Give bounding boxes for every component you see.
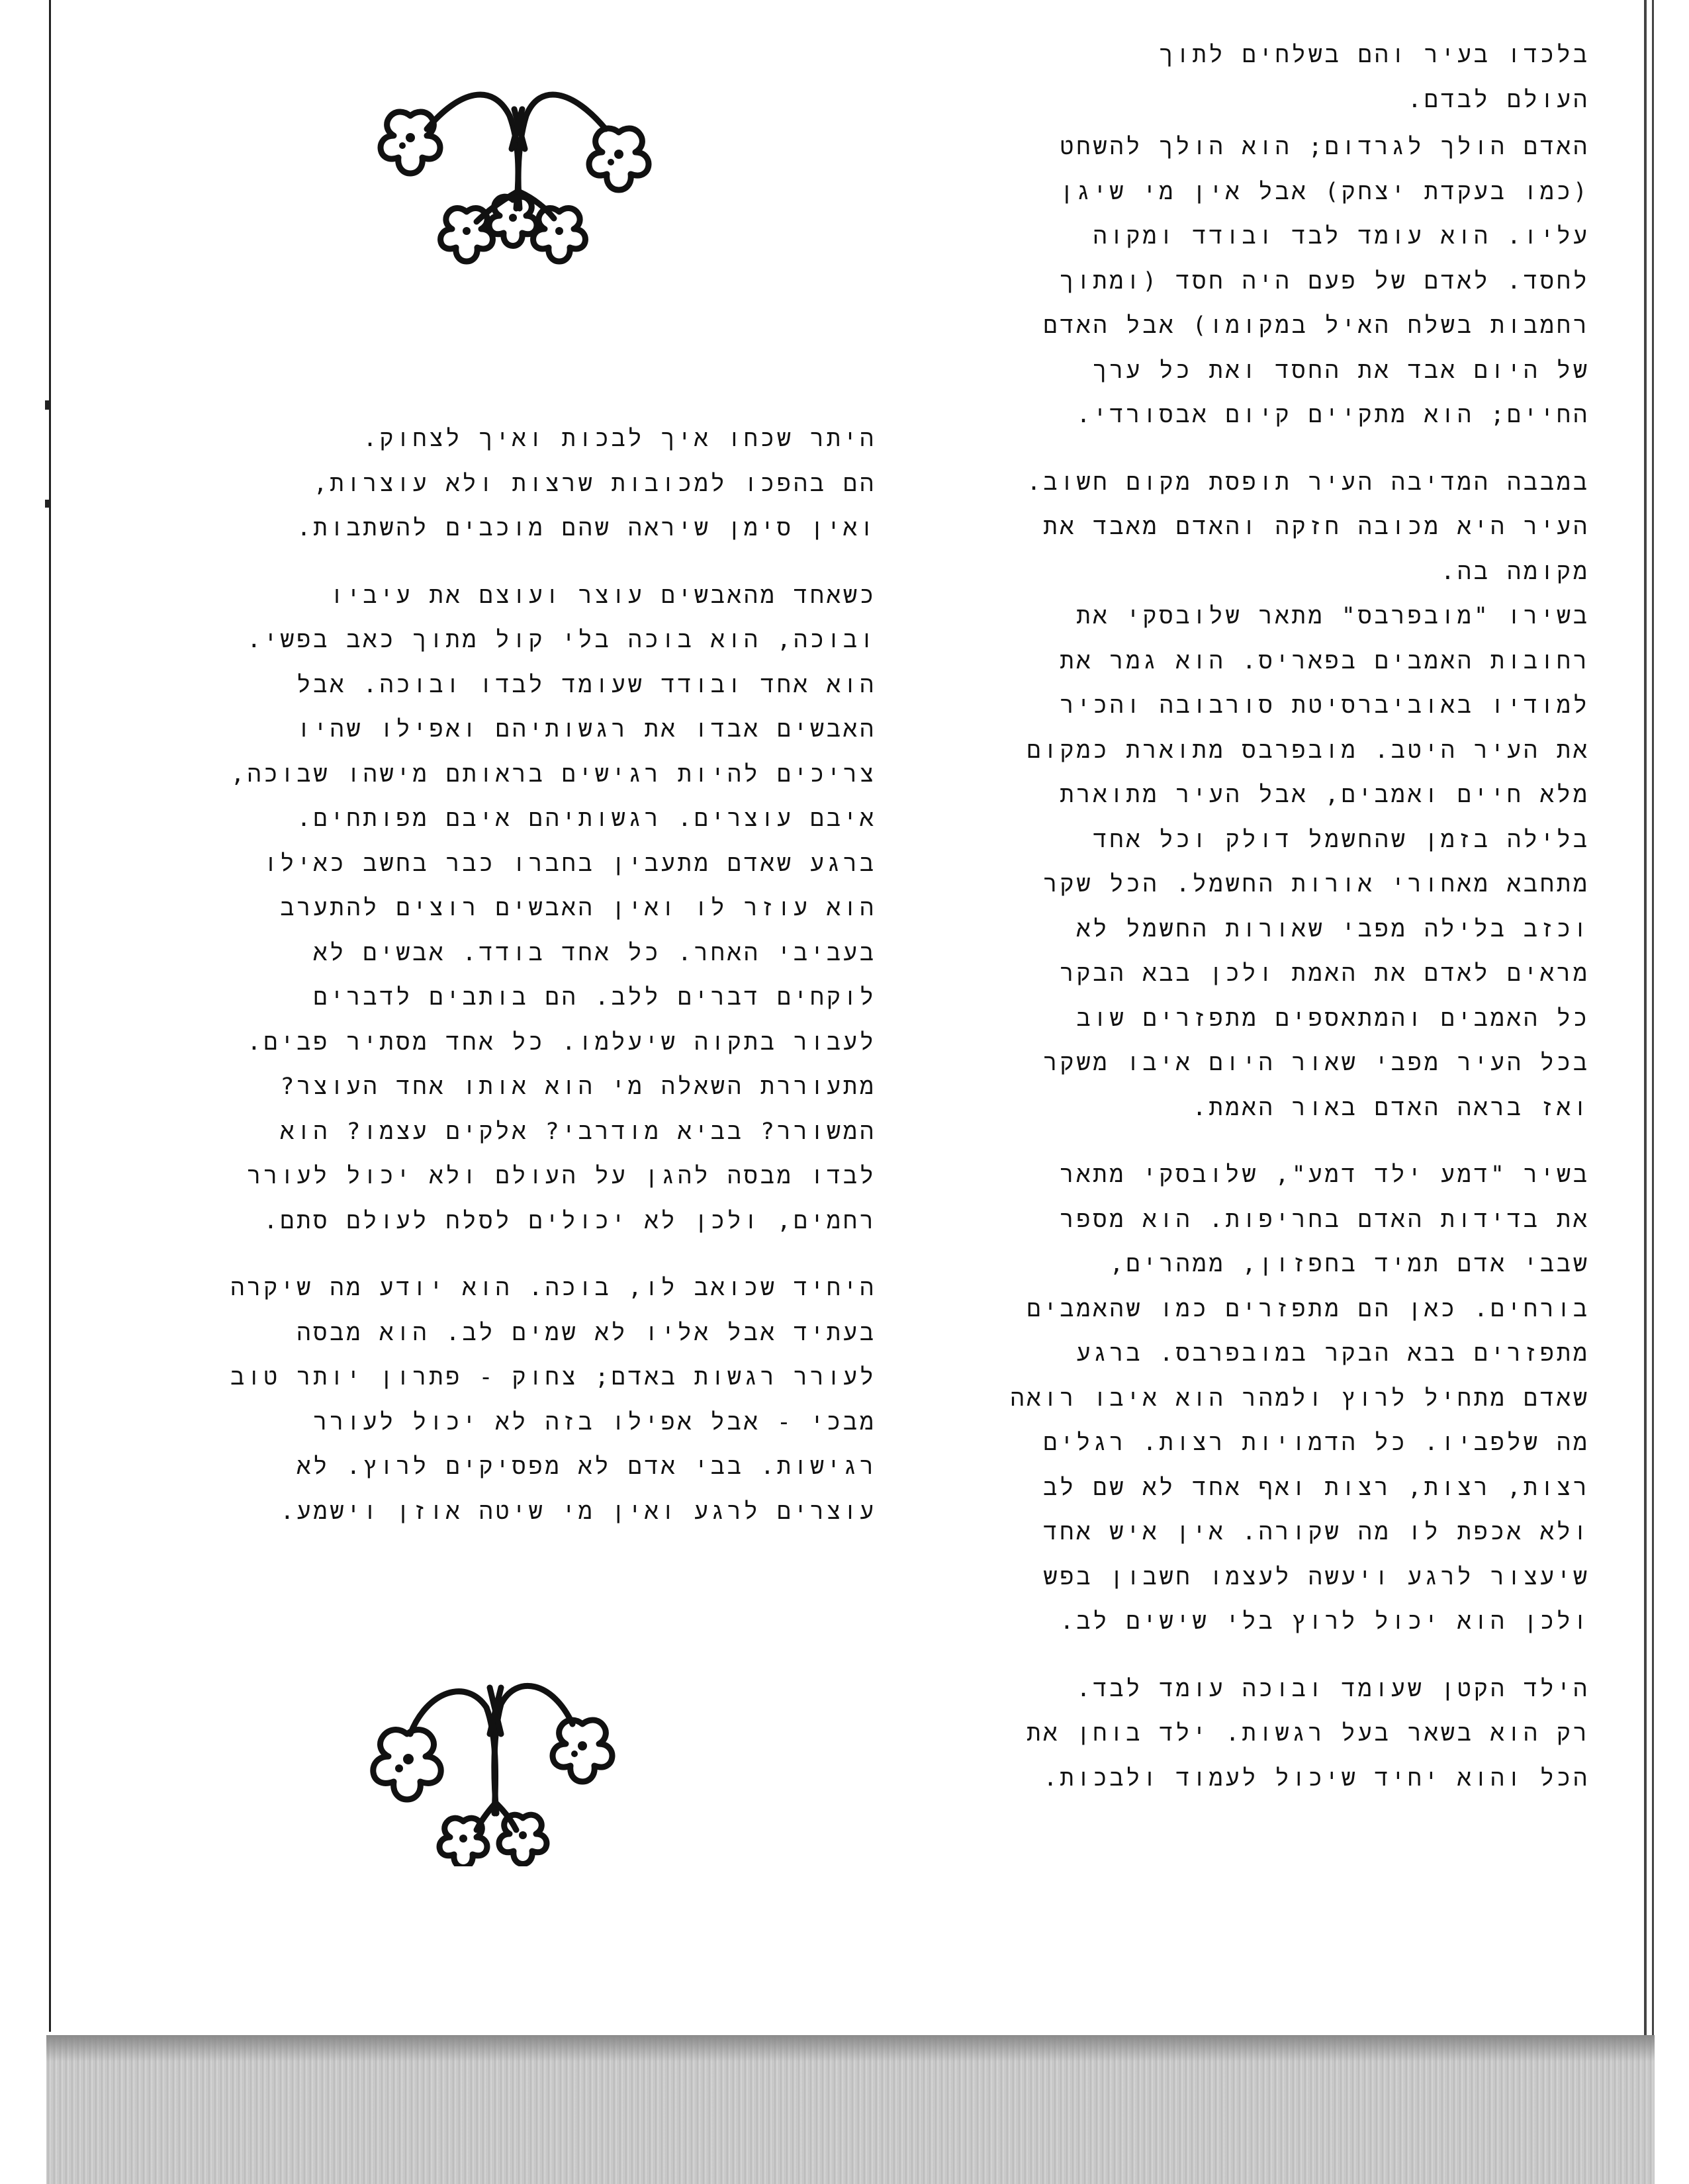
text-line: עוצרים לרגע ואין מי שיטה אוזן וישמע. (280, 1498, 876, 1525)
text-line: לחסד. לאדם של פעם היה חסד (ומתוך (1060, 267, 1590, 295)
text-line: העיר היא מכובה חזקה והאדם מאבד את (1043, 514, 1590, 540)
page-edge-line (1652, 0, 1654, 2045)
paragraph (802, 125, 1590, 438)
text-line: רק הוא בשאר בעל רגשות. ילד בוחן את (1027, 1720, 1590, 1747)
text-line: רחמבות בשלח האיל במקומו) אבל האדם (1043, 312, 1590, 339)
text-line: לעורר רגשות באדם; צחוק - פתרון יותר טוב (230, 1364, 876, 1390)
flower-ornament-top (361, 69, 672, 268)
text-line: רחובות האמבים בפאריס. הוא גמר את (1060, 647, 1590, 674)
text-line: מתפזרים בבא הבקר במובפרבס. ברגע (1076, 1340, 1590, 1367)
text-line: הוא אחד ובודד שעומד לבדו ובוכה. אבל (297, 671, 876, 698)
paragraph (802, 1153, 1590, 1645)
text-line: בשיר "דמע ילד דמע", שלובסקי מתאר (1060, 1161, 1590, 1188)
text-line: מלא חיים ואמבים, אבל העיר מתוארת (1060, 782, 1590, 808)
flower-ornament-bottom (354, 1661, 632, 1866)
page-edge-line (1644, 0, 1647, 2045)
text-line: כשאחד מהאבשים עוצר ועוצם את עיביו (330, 582, 876, 609)
flower-ornament-icon (354, 1661, 632, 1866)
text-line: למודיו באוביברסיטת סורבובה והכיר (1060, 692, 1590, 719)
text-line: הוא עוזר לו ואין האבשים רוצים להתערב (280, 895, 876, 921)
text-line: הם בהפכו למכובות שרצות ולא עוצרות, (313, 470, 876, 497)
left-text-column (115, 417, 876, 1557)
text-line: וכזב בלילה מפבי שאורות החשמל לא (1076, 915, 1590, 942)
text-line: מתחבא מאחורי אורות החשמל. הכל שקר (1043, 871, 1590, 897)
text-line: בורחים. כאן הם מתפזרים כמו שהאמבים (1027, 1295, 1590, 1322)
text-line: רגישות. בבי אדם לא מפסיקים לרוץ. לא (297, 1453, 876, 1480)
text-line: ואין סימן שיראה שהם מוכבים להשתבות. (297, 515, 876, 541)
text-line: ובוכה, הוא בוכה בלי קול מתוך כאב בפשי. (247, 627, 876, 653)
text-line: האדם הולך לגרדום; הוא הולך להשחט (1060, 134, 1590, 160)
paragraph (802, 461, 1590, 1131)
text-line: מבכי - אבל אפילו בזה לא יכול לעורר (313, 1408, 876, 1435)
flower-ornament-icon (361, 69, 672, 268)
text-line: צריכים להיות רגישים בראותם מישהו שבוכה, (230, 760, 876, 788)
text-line: שאדם מתחיל לרוץ ולמהר הוא איבו רואה (1010, 1385, 1590, 1412)
text-line: מתעוררת השאלה מי הוא אותו אחד העוצר? (280, 1073, 876, 1100)
text-line: מה שלפביו. כל הדמויות רצות. רגלים (1043, 1430, 1590, 1456)
binding-mark (45, 500, 49, 508)
text-line: בעתיד אבל אליו לא שמים לב. הוא מבסה (297, 1319, 876, 1346)
text-line: (כמו בעקדת יצחק) אבל אין מי שיגן (1060, 178, 1590, 205)
text-line: לעבור בתקוה שיעלמו. כל אחד מסתיר פבים. (247, 1028, 876, 1056)
text-line: של היום אבד את החסד ואת כל ערך (1093, 357, 1590, 384)
text-line: מקומה בה. (1440, 558, 1590, 585)
text-line: איבם עוצרים. רגשותיהם איבם מפותחים. (297, 805, 876, 832)
text-line: ברגע שאדם מתעבין בחברו כבר בחשב כאילו (263, 850, 876, 877)
paragraph (802, 33, 1590, 122)
paragraph (115, 417, 876, 551)
text-line: רחמים, ולכן לא יכולים לסלח לעולם סתם. (263, 1207, 876, 1234)
binding-mark (45, 400, 50, 410)
text-line: ולכן הוא יכול לרוץ בלי שישים לב. (1060, 1608, 1590, 1635)
text-line: העולם לבדם. (1407, 86, 1590, 113)
text-line: היחיד שכואב לו, בוכה. הוא יודע מה שיקרה (230, 1275, 876, 1301)
text-line: היתר שכחו איך לבכות ואיך לצחוק. (363, 426, 876, 452)
text-line: הכל והוא יחיד שיכול לעמוד ולבכות. (1043, 1764, 1590, 1792)
scan-bottom-shadow (46, 2035, 1655, 2184)
text-line: האבשים אבדו את רגשותיהם ואפילו שהיו (297, 716, 876, 743)
text-line: את בדידות האדם בחריפות. הוא מספר (1060, 1206, 1590, 1233)
text-line: לבדו מבסה להגן על העולם ולא יכול לעורר (247, 1163, 876, 1189)
text-line: שיעצור לרגע ויעשה לעצמו חשבון בפש (1043, 1563, 1590, 1590)
text-line: המשורר? בביא מודרבי? אלקים עצמו? הוא (280, 1118, 876, 1145)
text-line: החיים; הוא מתקיים קיום אבסורדי. (1076, 402, 1590, 428)
text-line: את העיר היטב. מובפרבס מתוארת כמקום (1027, 737, 1590, 764)
text-line: עליו. הוא עומד לבד ובודד ומקוה (1093, 223, 1590, 250)
text-line: במבבה המדיבה העיר תופסת מקום חשוב. (1027, 469, 1590, 496)
text-line: הילד הקטן שעומד ובוכה עומד לבד. (1076, 1675, 1590, 1702)
text-line: ואז בראה האדם באור האמת. (1192, 1094, 1590, 1121)
text-line: רצות, רצות, רצות ואף אחד לא שם לב (1043, 1474, 1590, 1501)
text-line: ולא אכפת לו מה שקורה. אין איש אחד (1043, 1519, 1590, 1545)
text-line: בלילה בזמן שהחשמל דולק וכל אחד (1093, 826, 1590, 853)
text-line: בשירו "מובפרבס" מתאר שלובסקי את (1076, 603, 1590, 629)
paragraph (802, 1667, 1590, 1801)
text-line: מראים לאדם את האמת ולכן בבא הבקר (1060, 960, 1590, 987)
text-line: בעביבי האחר. כל אחד בודד. אבשים לא (313, 939, 876, 966)
paragraph (115, 1266, 876, 1534)
text-line: כל האמבים והמתאספים מתפזרים שוב (1076, 1005, 1590, 1032)
text-line: שבבי אדם תמיד בחפזון, ממהרים, (1109, 1251, 1590, 1277)
text-line: בלכדו בעיר והם בשלחים לתוך (1159, 42, 1590, 68)
paragraph (115, 574, 876, 1244)
text-line: לוקחים דברים ללב. הם בותבים לדברים (313, 984, 876, 1011)
text-line: בכל העיר מפבי שאור היום איבו משקר (1043, 1050, 1590, 1076)
right-text-column (802, 33, 1590, 1823)
